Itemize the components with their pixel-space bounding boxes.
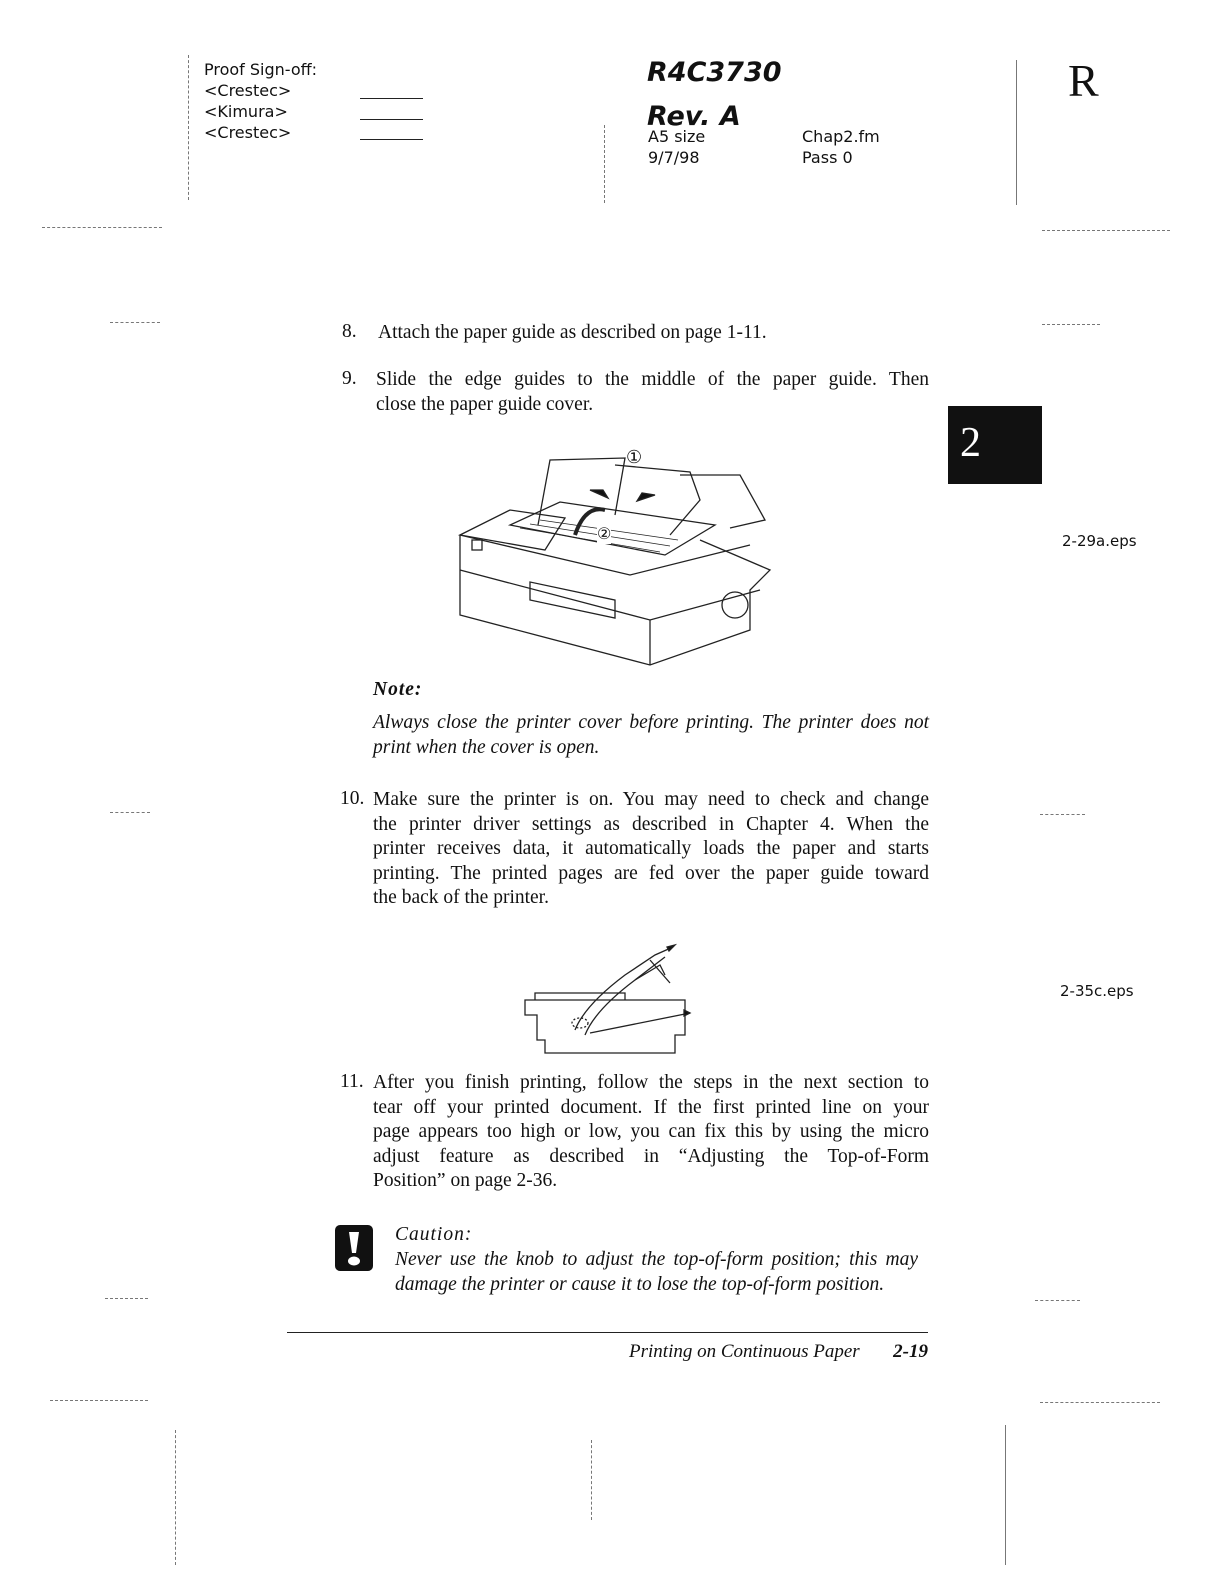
step-line: Make sure the printer is on. You may need to check and change xyxy=(373,789,929,810)
caution-text xyxy=(395,1248,918,1297)
figure-label: 2-35c.eps xyxy=(1060,982,1134,1000)
proof-signoff-entry: <Kimura> xyxy=(204,102,288,121)
step-line: Attach the paper guide as described on page 1-11. xyxy=(378,322,767,343)
crop-mark xyxy=(604,125,605,203)
step-line: Slide the edge guides to the middle of the paper guide. Then xyxy=(376,369,929,390)
callout-2: ② xyxy=(597,526,612,543)
step-line: tear off your printed document. If the first printed line on your xyxy=(373,1096,929,1118)
file-name: Chap2.fm xyxy=(802,127,880,146)
signoff-line xyxy=(360,139,423,140)
signoff-line xyxy=(360,119,423,120)
step-text xyxy=(376,368,929,417)
step-line: the back of the printer. xyxy=(373,887,549,909)
crop-mark xyxy=(1042,324,1100,325)
crop-mark xyxy=(42,227,162,228)
step-line: page appears too high or low, you can fix this by using the micro xyxy=(373,1121,929,1143)
step-line: adjust feature as described in “Adjusting the Top-of-Form xyxy=(373,1145,929,1167)
proof-signoff-entry: <Crestec> xyxy=(204,123,292,142)
caution-line: Never use the knob to adjust the top-of-form position; this may xyxy=(395,1249,918,1270)
note-text xyxy=(373,711,929,760)
crop-mark xyxy=(1042,230,1170,231)
step-line: Position” on page 2-36. xyxy=(373,1170,558,1192)
step-text xyxy=(373,788,929,911)
signoff-line xyxy=(360,98,423,99)
chapter-number: 2 xyxy=(960,420,981,466)
crop-mark xyxy=(1016,60,1017,205)
corner-mark: R xyxy=(1068,55,1099,106)
crop-mark xyxy=(50,1400,148,1401)
step-text xyxy=(373,1071,929,1194)
step-line: the printer driver settings as described in Chapter 4. When the xyxy=(373,813,929,835)
crop-mark xyxy=(110,812,150,813)
crop-mark xyxy=(188,55,189,200)
page-size: A5 size xyxy=(648,127,706,146)
pass: Pass 0 xyxy=(802,148,853,167)
step-number: 11. xyxy=(340,1071,364,1092)
proof-signoff-title: Proof Sign-off: xyxy=(204,60,318,79)
caution-icon xyxy=(335,1225,373,1271)
doc-code: R4C3730 xyxy=(647,57,782,88)
footer-section: Printing on Continuous Paper xyxy=(629,1341,860,1362)
crop-mark xyxy=(1005,1425,1006,1565)
step-line: printer receives data, it automatically loads the paper and starts xyxy=(373,838,929,860)
step-line: close the paper guide cover. xyxy=(376,393,594,415)
step-line: After you finish printing, follow the steps in the next section to xyxy=(373,1072,929,1093)
step-number: 10. xyxy=(340,788,365,809)
note-line: print when the cover is open. xyxy=(373,736,600,758)
paper-path-illustration xyxy=(515,935,705,1060)
crop-mark xyxy=(110,322,160,323)
printer-illustration xyxy=(450,440,780,670)
step-line: printing. The printed pages are fed over the paper guide toward xyxy=(373,862,929,884)
crop-mark xyxy=(175,1430,176,1565)
crop-mark xyxy=(105,1298,148,1299)
footer-rule xyxy=(287,1332,928,1333)
crop-mark xyxy=(591,1440,592,1520)
note-title: Note: xyxy=(373,679,423,700)
caution-line: damage the printer or cause it to lose the top-of-form position. xyxy=(395,1273,885,1295)
step-number: 9. xyxy=(342,368,357,389)
step-text xyxy=(378,321,767,346)
figure-label: 2-29a.eps xyxy=(1062,532,1137,550)
crop-mark xyxy=(1035,1300,1080,1301)
proof-signoff xyxy=(204,59,317,143)
callout-1: ① xyxy=(626,447,643,467)
footer xyxy=(629,1341,928,1363)
date: 9/7/98 xyxy=(648,148,700,167)
page-number: 2-19 xyxy=(893,1341,928,1362)
chapter-tab xyxy=(948,406,1042,484)
caution-title: Caution: xyxy=(395,1224,473,1245)
step-number: 8. xyxy=(342,321,357,342)
crop-mark xyxy=(1040,814,1085,815)
note-line: Always close the printer cover before printing. The printer does not xyxy=(373,712,929,733)
proof-signoff-entry: <Crestec> xyxy=(204,81,292,100)
crop-mark xyxy=(1040,1402,1160,1403)
revision: Rev. A xyxy=(647,101,741,132)
